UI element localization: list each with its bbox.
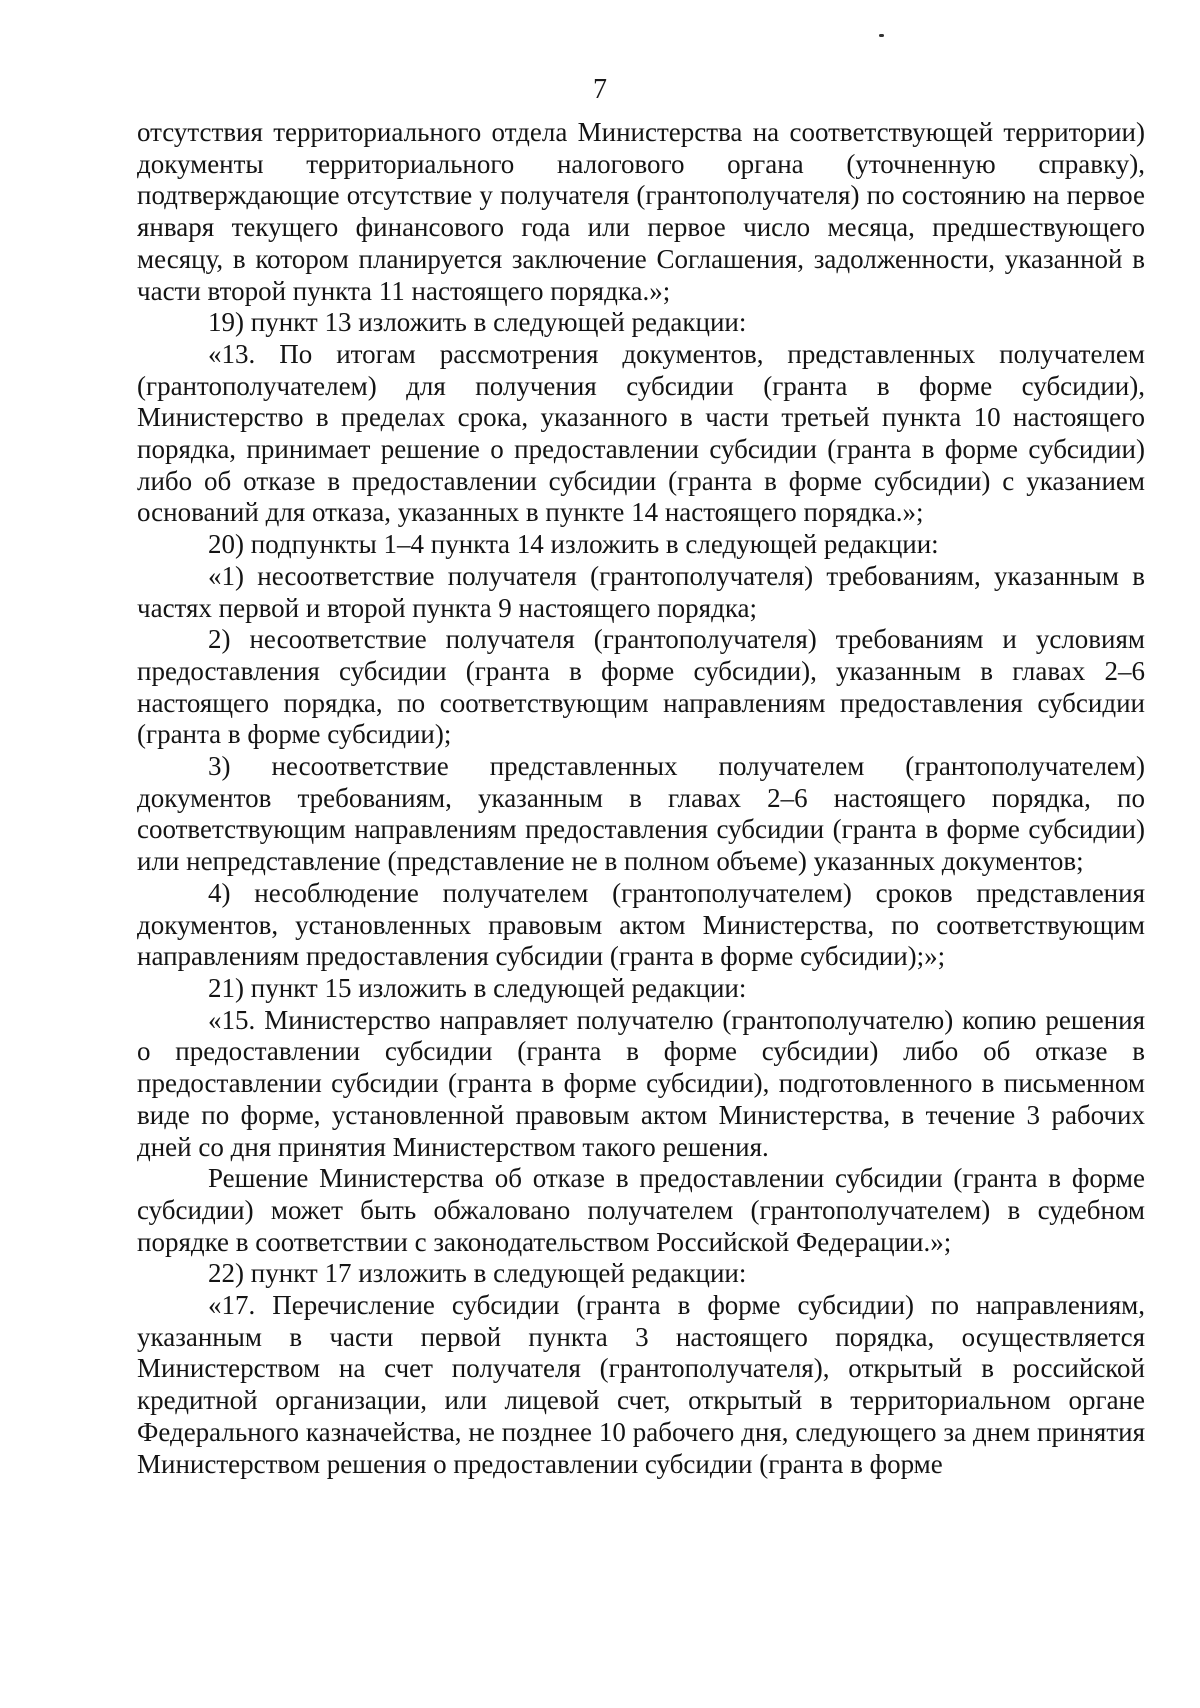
paragraph-point-15: «15. Министерство направляет получателю (грантополучателю) копию решения о предоставлении субсидии (гранта в форме субсидии) либо об отказе в предоставлении субсидии (гранта в форме субсидии), подготовленного в письменном виде по форме, установленной правовым актом Министерства, в течение 3 рабочих дней со дня принятия Министерством такого решения. (137, 1004, 1145, 1162)
paragraph-subpoint-1: «1) несоответствие получателя (грантополучателя) требованиям, указанным в частях первой и второй пункта 9 настоящего порядка; (137, 560, 1145, 623)
paragraph-item-20: 20) подпункты 1–4 пункта 14 изложить в следующей редакции: (208, 529, 939, 560)
document-body (137, 117, 1145, 1480)
paragraph-subpoint-3: 3) несоответствие представленных получателем (грантополучателем) документов требованиям, указанным в главах 2–6 настоящего порядка, по соответствующим направлениям предоставления субсидии (гранта в форме субсидии) или непредставление (представление не в полном объеме) указанных документов; (137, 751, 1145, 877)
paragraph-item-22: 22) пункт 17 изложить в следующей редакции: (208, 1258, 747, 1289)
paragraph-item-21: 21) пункт 15 изложить в следующей редакции: (208, 972, 747, 1003)
paragraph-point-13: «13. По итогам рассмотрения документов, представленных получателем (грантополучателем) для получения субсидии (гранта в форме субсидии), Министерство в пределах срока, указанного в части третьей пункта 10 настоящего порядка, принимает решение о предоставлении субсидии (гранта в форме субсидии) либо об отказе в предоставлении субсидии (гранта в форме субсидии) с указанием оснований для отказа, указанных в пункте 14 настоящего порядка.»; (137, 338, 1145, 528)
paragraph-subpoint-4: 4) несоблюдение получателем (грантополучателем) сроков представления документов, установленных правовым актом Министерства, по соответствующим направлениям предоставления субсидии (гранта в форме субсидии);»; (137, 877, 1145, 972)
paragraph-continuation: отсутствия территориального отдела Министерства на соответствующей территории) документы территориального налогового органа (уточненную справку), подтверждающие отсутствие у получателя (грантополучателя) по состоянию на первое января текущего финансового года или первое число месяца, предшествующего месяцу, в котором планируется заключение Соглашения, задолженности, указанной в части второй пункта 11 настоящего порядка.»; (137, 117, 1145, 306)
page-number: 7 (593, 74, 607, 105)
paragraph-subpoint-2: 2) несоответствие получателя (грантополучателя) требованиям и условиям предоставления субсидии (гранта в форме субсидии), указанным в главах 2–6 настоящего порядка, по соответствующим направлениям предоставления субсидии (гранта в форме субсидии); (137, 624, 1145, 750)
paragraph-item-19: 19) пункт 13 изложить в следующей редакции: (208, 307, 747, 338)
paragraph-point-15-appeal: Решение Министерства об отказе в предоставлении субсидии (гранта в форме субсидии) может быть обжаловано получателем (грантополучателем) в судебном порядке в соответствии с законодательством Российской Федерации.»; (137, 1163, 1145, 1257)
paragraph-point-17: «17. Перечисление субсидии (гранта в форме субсидии) по направлениям, указанным в части первой пункта 3 настоящего порядка, осуществляется Министерством на счет получателя (грантополучателя), открытый в российской кредитной организации, или лицевой счет, открытый в территориальном органе Федерального казначейства, не позднее 10 рабочего дня, следующего за днем принятия Министерством решения о предоставлении субсидии (гранта в форме (137, 1290, 1145, 1479)
scan-speck (879, 34, 884, 37)
